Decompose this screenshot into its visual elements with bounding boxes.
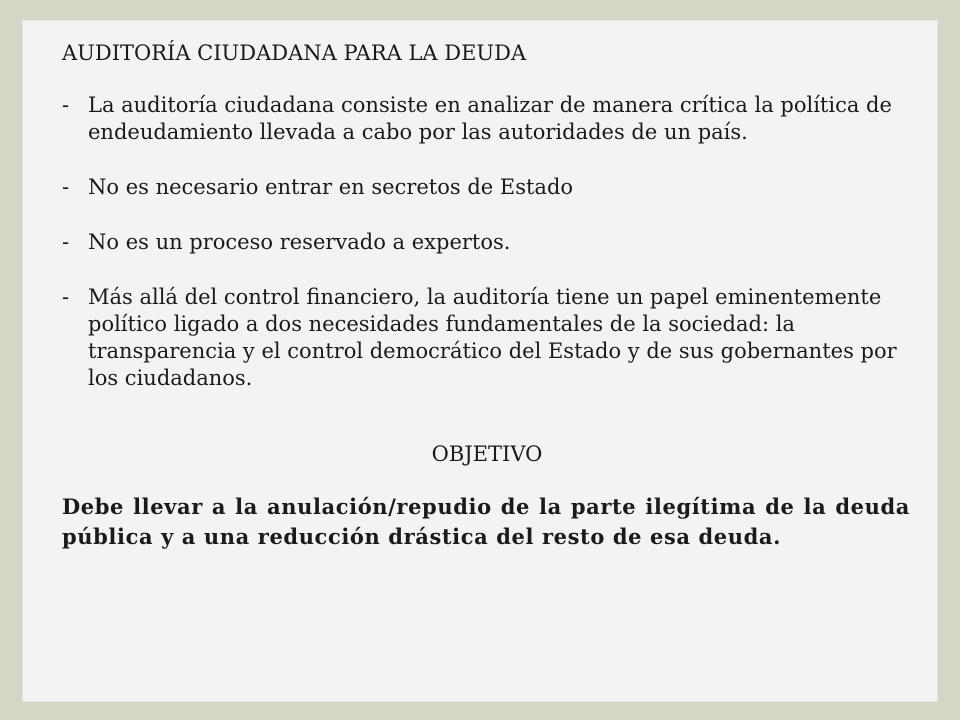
bullet-text: No es necesario entrar en secretos de Estado [88, 175, 574, 199]
bullet-item [62, 174, 904, 201]
slide-content [62, 40, 912, 552]
bullet-item [62, 229, 904, 256]
bullet-marker: - [62, 230, 70, 254]
bullet-text: La auditoría ciudadana consiste en analizar de manera crítica la política de endeudamiento llevada a cabo por las autoridades de un país. [88, 93, 892, 144]
bullet-marker: - [62, 285, 70, 309]
bullet-marker: - [62, 175, 70, 199]
bullet-item [62, 92, 904, 146]
bullet-item [62, 284, 904, 392]
objective-heading: OBJETIVO [431, 442, 543, 466]
bullet-marker: - [62, 93, 70, 117]
objective-text: Debe llevar a la anulación/repudio de la parte ilegítima de la deuda pública y a una reducción drástica del resto de esa deuda. [62, 494, 910, 549]
bullet-text: Más allá del control financiero, la auditoría tiene un papel eminentemente político ligado a dos necesidades fundamentales de la sociedad: la transparencia y el control democrático del Estado y de sus gobernantes por los ciudadanos. [88, 285, 897, 390]
slide-title: AUDITORÍA CIUDADANA PARA LA DEUDA [62, 41, 527, 65]
bullet-list [62, 92, 912, 392]
bullet-text: No es un proceso reservado a expertos. [88, 230, 511, 254]
